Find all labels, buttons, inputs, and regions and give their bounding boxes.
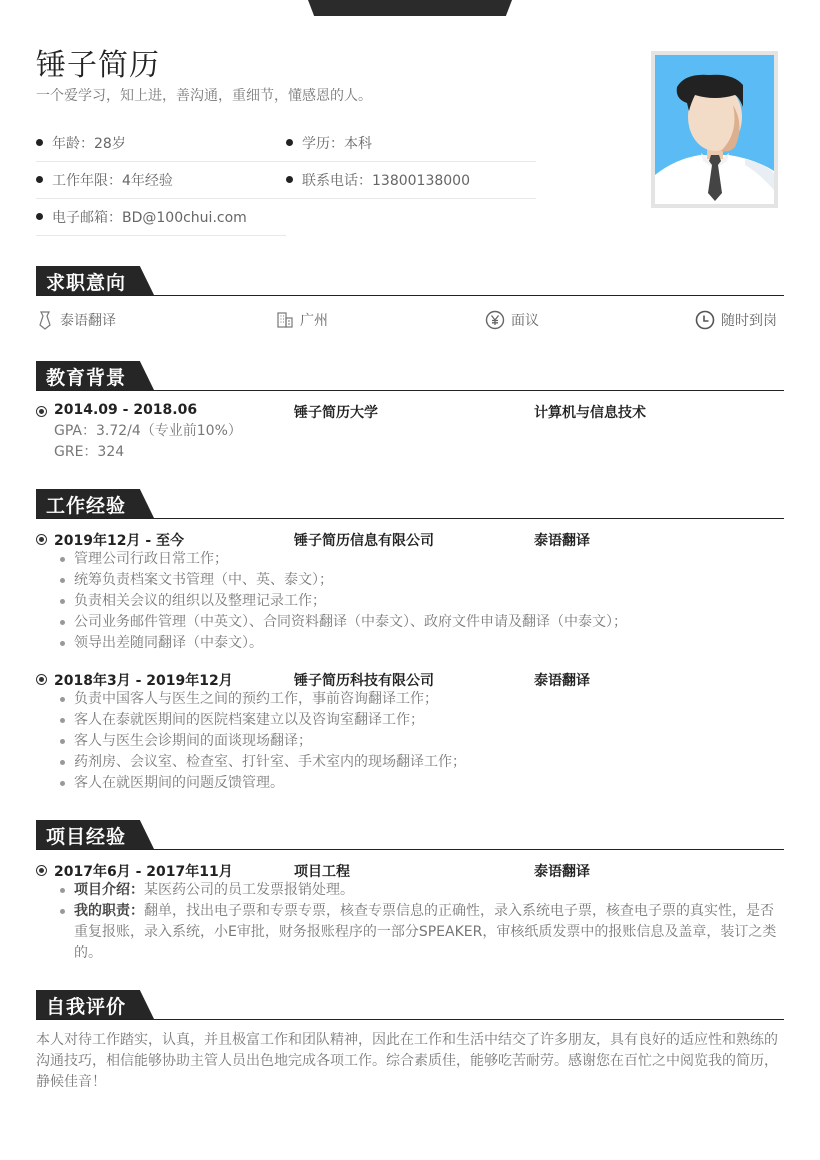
section-project-header [36, 820, 784, 850]
avatar [651, 51, 778, 208]
bullet-icon [36, 176, 43, 183]
bullet-icon [36, 213, 43, 220]
work-duties-list [58, 549, 778, 654]
list-item: 药剂房、会议室、检查室、打针室、手术室内的现场翻译工作； [58, 752, 778, 773]
self-evaluation-text: 本人对待工作踏实，认真，并且极富工作和团队精神，因此在工作和生活中结交了许多朋友，具有良好的适应性和熟练的沟通技巧，相信能够协助主管人员出色地完成各项工作。综合素质佳，能够吃苦耐劳。感谢您在百忙之中阅览我的简历，静候佳音！ [36, 1032, 778, 1090]
intent-salary: 面议 [485, 310, 539, 330]
list-item: 管理公司行政日常工作； [58, 549, 778, 570]
section-intent-header [36, 266, 784, 296]
motto: 一个爱学习，知上进，善沟通，重细节，懂感恩的人。 [36, 88, 372, 104]
section-title: 教育背景 [46, 367, 127, 389]
education-gpa: GPA：3.72/4（专业前10%） [54, 423, 242, 439]
work-entry-head: 2019年12月 - 至今 锤子简历信息有限公司 泰语翻译 [36, 530, 784, 550]
list-item: 客人在就医期间的问题反馈管理。 [58, 773, 778, 794]
education-gre: GRE：324 [54, 444, 125, 460]
section-title: 工作经验 [46, 495, 127, 517]
section-self-eval-header [36, 990, 784, 1020]
avatar-illustration-icon [655, 55, 774, 204]
intent-location: 广州 [276, 310, 328, 330]
bullet-icon [286, 176, 293, 183]
section-title: 项目经验 [46, 826, 127, 848]
list-item: 公司业务邮件管理（中英文）、合同资料翻译（中泰文）、政府文件申请及翻译（中泰文）； [58, 612, 778, 633]
info-education: 学历：本科 [286, 124, 536, 162]
radio-bullet-icon [36, 534, 47, 545]
yen-icon [485, 310, 505, 330]
list-item: 客人在泰就医期间的医院档案建立以及咨询室翻译工作； [58, 710, 778, 731]
radio-bullet-icon [36, 406, 47, 417]
section-work-header [36, 489, 784, 519]
list-item: 统筹负责档案文书管理（中、英、泰文）； [58, 570, 778, 591]
project-details-list [58, 880, 778, 964]
work-duties-list [58, 689, 778, 794]
section-title: 求职意向 [46, 272, 127, 294]
bullet-icon [286, 139, 293, 146]
section-title: 自我评价 [46, 996, 127, 1018]
top-decoration-tab [308, 0, 512, 16]
project-entry-head: 2017年6月 - 2017年11月 项目工程 泰语翻译 [36, 861, 784, 881]
tie-icon [36, 310, 54, 330]
resume-name: 锤子简历 [36, 48, 160, 83]
info-years: 工作年限：4年经验 [36, 161, 286, 199]
education-entry-head: 2014.09 - 2018.06 锤子简历大学 计算机与信息技术 [36, 402, 784, 422]
list-item: 负责相关会议的组织以及整理记录工作； [58, 591, 778, 612]
section-education-header [36, 361, 784, 391]
info-phone: 联系电话：13800138000 [286, 161, 536, 199]
list-item: 负责中国客人与医生之间的预约工作，事前咨询翻译工作； [58, 689, 778, 710]
radio-bullet-icon [36, 674, 47, 685]
list-item: 客人与医生会诊期间的面谈现场翻译； [58, 731, 778, 752]
intent-availability: 随时到岗 [695, 310, 777, 330]
list-item: 领导出差随同翻译（中泰文）。 [58, 633, 778, 654]
list-item: 项目介绍：某医药公司的员工发票报销处理。 [58, 880, 778, 901]
bullet-icon [36, 139, 43, 146]
info-email: 电子邮箱：BD@100chui.com [36, 198, 286, 236]
radio-bullet-icon [36, 865, 47, 876]
info-age: 年龄：28岁 [36, 124, 286, 162]
intent-position: 泰语翻译 [36, 310, 116, 330]
list-item: 我的职责：翻单，找出电子票和专票专票，核查专票信息的正确性，录入系统电子票，核查电子票的真实性，是否重复报账，录入系统，小E审批，财务报账程序的一部分SPEAKER，审核纸质发票中的报账信息及盖章，装订之类的。 [58, 901, 778, 964]
building-icon [276, 311, 294, 329]
clock-icon [695, 310, 715, 330]
work-entry-head: 2018年3月 - 2019年12月 锤子简历科技有限公司 泰语翻译 [36, 670, 784, 690]
